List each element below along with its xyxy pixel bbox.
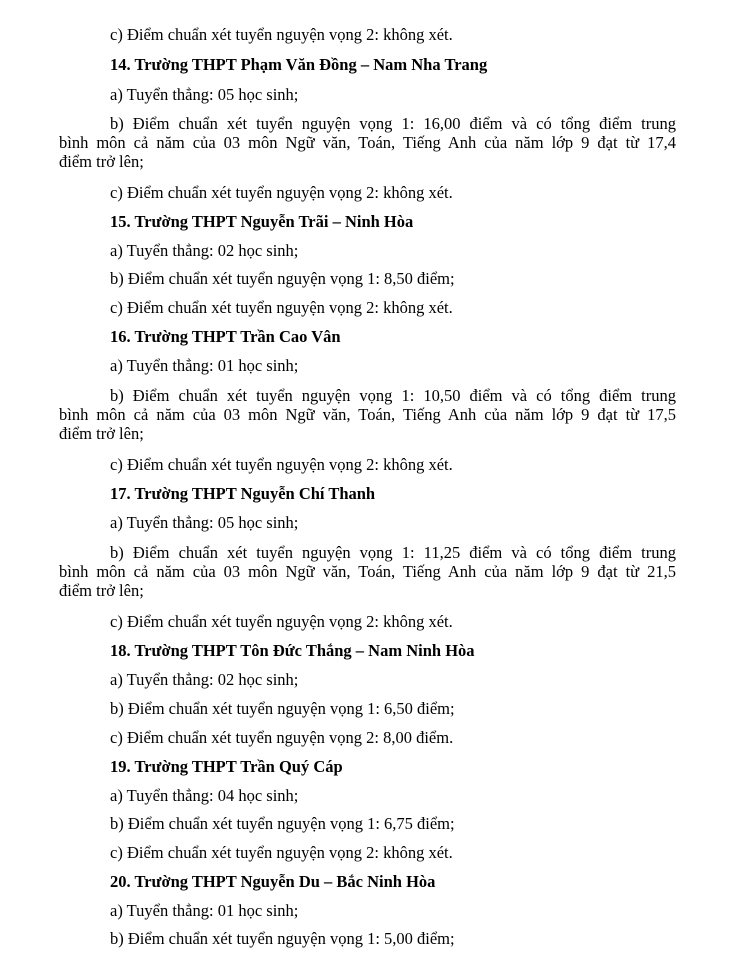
item-a: a) Tuyển thẳng: 01 học sinh; [110, 356, 299, 375]
section-heading: 19. Trường THPT Trần Quý Cáp [110, 757, 343, 776]
item-b-line2: bình môn cả năm của 03 môn Ngữ văn, Toán, Tiếng Anh của năm lớp 9 đạt từ 17,5 [59, 405, 676, 424]
item-b-line3: điểm trở lên; [59, 152, 144, 171]
item-c: c) Điểm chuẩn xét tuyển nguyện vọng 2: không xét. [110, 612, 453, 631]
item-a: a) Tuyển thẳng: 02 học sinh; [110, 670, 299, 689]
item-b-line1: b) Điểm chuẩn xét tuyển nguyện vọng 1: 11,25 điểm và có tổng điểm trung [110, 543, 676, 562]
item-b-line2: bình môn cả năm của 03 môn Ngữ văn, Toán, Tiếng Anh của năm lớp 9 đạt từ 21,5 [59, 562, 676, 581]
section-heading: 14. Trường THPT Phạm Văn Đồng – Nam Nha Trang [110, 55, 488, 74]
item-b: b) Điểm chuẩn xét tuyển nguyện vọng 1: 6,75 điểm; [110, 814, 455, 833]
item-c: c) Điểm chuẩn xét tuyển nguyện vọng 2: không xét. [110, 298, 453, 317]
item-c: c) Điểm chuẩn xét tuyển nguyện vọng 2: không xét. [110, 455, 453, 474]
section-heading: 16. Trường THPT Trần Cao Vân [110, 327, 341, 346]
section-heading: 17. Trường THPT Nguyễn Chí Thanh [110, 484, 376, 503]
item-b-line3: điểm trở lên; [59, 424, 144, 443]
item-c: c) Điểm chuẩn xét tuyển nguyện vọng 2: không xét. [110, 25, 453, 44]
item-a: a) Tuyển thẳng: 04 học sinh; [110, 786, 299, 805]
item-b: b) Điểm chuẩn xét tuyển nguyện vọng 1: 5,00 điểm; [110, 929, 455, 948]
item-b-line2: bình môn cả năm của 03 môn Ngữ văn, Toán, Tiếng Anh của năm lớp 9 đạt từ 17,4 [59, 133, 676, 152]
item-a: a) Tuyển thẳng: 01 học sinh; [110, 901, 299, 920]
item-c: c) Điểm chuẩn xét tuyển nguyện vọng 2: không xét. [110, 843, 453, 862]
item-c: c) Điểm chuẩn xét tuyển nguyện vọng 2: 8,00 điểm. [110, 728, 454, 747]
section-heading: 15. Trường THPT Nguyễn Trãi – Ninh Hòa [110, 212, 414, 231]
section-heading: 18. Trường THPT Tôn Đức Thắng – Nam Ninh Hòa [110, 641, 475, 660]
item-b-line1: b) Điểm chuẩn xét tuyển nguyện vọng 1: 16,00 điểm và có tổng điểm trung [110, 114, 676, 133]
item-b-line3: điểm trở lên; [59, 581, 144, 600]
item-c: c) Điểm chuẩn xét tuyển nguyện vọng 2: không xét. [110, 183, 453, 202]
item-b-line1: b) Điểm chuẩn xét tuyển nguyện vọng 1: 10,50 điểm và có tổng điểm trung [110, 386, 676, 405]
item-b: b) Điểm chuẩn xét tuyển nguyện vọng 1: 8,50 điểm; [110, 269, 455, 288]
item-a: a) Tuyển thẳng: 05 học sinh; [110, 513, 299, 532]
item-a: a) Tuyển thẳng: 02 học sinh; [110, 241, 299, 260]
item-b: b) Điểm chuẩn xét tuyển nguyện vọng 1: 6,50 điểm; [110, 699, 455, 718]
item-a: a) Tuyển thẳng: 05 học sinh; [110, 85, 299, 104]
section-heading: 20. Trường THPT Nguyễn Du – Bắc Ninh Hòa [110, 872, 436, 891]
